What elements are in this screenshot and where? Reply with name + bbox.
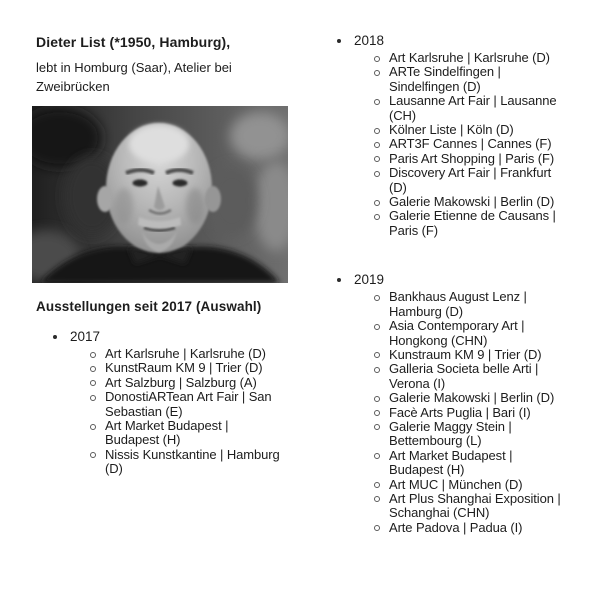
exhibition-item: Discovery Art Fair | Frankfurt (D)	[373, 166, 569, 195]
bullet-circle-icon	[90, 352, 96, 358]
exhibition-item: Art Karlsruhe | Karlsruhe (D)	[89, 347, 285, 361]
left-column	[36, 0, 294, 477]
bullet-circle-icon	[90, 424, 96, 430]
year-label: 2018	[354, 33, 385, 48]
year-row	[320, 272, 582, 288]
bullet-circle-icon	[374, 142, 380, 148]
bullet-circle-icon	[374, 200, 380, 206]
bullet-circle-icon	[374, 70, 380, 76]
year-label: 2017	[70, 329, 101, 344]
bullet-circle-icon	[90, 452, 96, 458]
exhibition-item: Bankhaus August Lenz | Hamburg (D)	[373, 290, 569, 319]
bullet-circle-icon	[374, 324, 380, 330]
year-row	[320, 33, 582, 49]
exhibition-item: Art Market Budapest | Budapest (H)	[373, 449, 569, 478]
exhibition-item: Galerie Etienne de Causans | Paris (F)	[373, 209, 569, 238]
year-section-2019	[320, 272, 582, 535]
bullet-disc-icon	[337, 39, 341, 43]
exhibition-list-2019	[320, 290, 582, 535]
artist-portrait-photo	[32, 106, 288, 283]
exhibition-item: Paris Art Shopping | Paris (F)	[373, 152, 569, 166]
exhibition-item: ARTe Sindelfingen | Sindelfingen (D)	[373, 65, 569, 94]
exhibition-item: Art Karlsruhe | Karlsruhe (D)	[373, 51, 569, 65]
year-label: 2019	[354, 272, 385, 288]
bullet-circle-icon	[90, 366, 96, 372]
bullet-circle-icon	[374, 453, 380, 459]
bullet-circle-icon	[90, 380, 96, 386]
bullet-circle-icon	[374, 128, 380, 134]
exhibition-item: Lausanne Art Fair | Lausanne (CH)	[373, 94, 569, 123]
artist-residence-text: lebt in Homburg (Saar), Atelier bei Zweibrücken	[36, 60, 232, 94]
exhibition-item: Galerie Makowski | Berlin (D)	[373, 391, 569, 405]
year-row	[36, 329, 294, 345]
bullet-circle-icon	[374, 525, 380, 531]
right-column	[320, 0, 582, 535]
exhibition-item: Arte Padova | Padua (I)	[373, 521, 569, 535]
bullet-circle-icon	[374, 156, 380, 162]
portrait-photo-image	[32, 106, 288, 283]
artist-name-heading: Dieter List (*1950, Hamburg),	[36, 34, 231, 50]
bullet-circle-icon	[374, 396, 380, 402]
exhibition-item: Art Plus Shanghai Exposition | Schanghai (CHN)	[373, 492, 569, 521]
bullet-circle-icon	[374, 99, 380, 105]
bullet-circle-icon	[374, 496, 380, 502]
bullet-disc-icon	[53, 335, 57, 339]
exhibition-list-2018	[320, 51, 582, 238]
bullet-circle-icon	[90, 395, 96, 401]
exhibition-item: Kunstraum KM 9 | Trier (D)	[373, 348, 569, 362]
bullet-circle-icon	[374, 295, 380, 301]
exhibition-list-2017	[36, 347, 294, 477]
exhibition-item: KunstRaum KM 9 | Trier (D)	[89, 361, 285, 375]
exhibition-item: Art MUC | München (D)	[373, 478, 569, 492]
bullet-circle-icon	[374, 352, 380, 358]
exhibition-item: ART3F Cannes | Cannes (F)	[373, 137, 569, 151]
exhibition-item: Galerie Makowski | Berlin (D)	[373, 195, 569, 209]
bullet-circle-icon	[374, 171, 380, 177]
year-section-2017	[36, 329, 294, 477]
exhibition-item: Nissis Kunstkantine | Hamburg (D)	[89, 448, 285, 477]
bullet-disc-icon	[337, 278, 341, 282]
exhibition-item: Galleria Societa belle Arti | Verona (I)	[373, 362, 569, 391]
year-section-2018	[320, 33, 582, 238]
bullet-circle-icon	[374, 410, 380, 416]
bullet-circle-icon	[374, 56, 380, 62]
bullet-circle-icon	[374, 482, 380, 488]
bullet-circle-icon	[374, 214, 380, 220]
exhibition-item: Asia Contemporary Art | Hongkong (CHN)	[373, 319, 569, 348]
exhibition-item: Art Market Budapest | Budapest (H)	[89, 419, 285, 448]
exhibition-item: DonostiARTean Art Fair | San Sebastian (E)	[89, 390, 285, 419]
exhibition-item: Galerie Maggy Stein | Bettembourg (L)	[373, 420, 569, 449]
bullet-circle-icon	[374, 367, 380, 373]
exhibition-item: Facè Arts Puglia | Bari (I)	[373, 406, 569, 420]
exhibition-item: Kölner Liste | Köln (D)	[373, 123, 569, 137]
bullet-circle-icon	[374, 424, 380, 430]
exhibitions-heading: Ausstellungen seit 2017 (Auswahl)	[36, 299, 262, 314]
exhibition-item: Art Salzburg | Salzburg (A)	[89, 376, 285, 390]
